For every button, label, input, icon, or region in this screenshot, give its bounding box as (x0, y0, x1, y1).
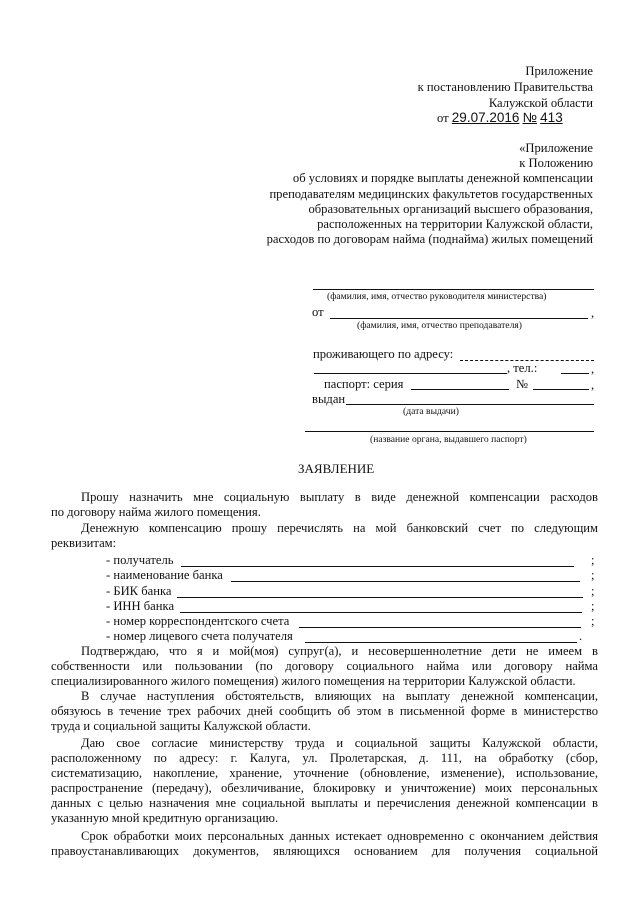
tel-field[interactable] (561, 373, 589, 374)
passport-number-sign: № (516, 377, 529, 391)
bank-field-end-bik: ; (591, 584, 595, 598)
paragraph-5-line-5: данных с целью назначения мне социальной выплаты и перечисления денежной компенсации в (51, 796, 598, 810)
bank-field-label-recipient: - получатель (106, 553, 174, 567)
inn-field[interactable] (180, 612, 582, 613)
header-line-2: к постановлению Правительства (417, 80, 593, 94)
paragraph-2-line-1: Денежную компенсацию прошу перечислять на мой банковский счет по следующим (81, 521, 598, 535)
minister-name-line[interactable] (313, 289, 594, 290)
bank-field-label-inn: - ИНН банка (106, 599, 175, 613)
paragraph-4-line-3: труда и социальной защиты Калужской области. (51, 719, 311, 733)
personal-account-field[interactable] (305, 642, 577, 643)
appendix-line-5: образовательных организаций высшего образования, (308, 202, 593, 216)
paragraph-3 (51, 644, 598, 689)
paragraph-3-line-3: специализированного жилого помещения) жилого помещения на территории Калужской области. (51, 674, 576, 688)
appendix-line-1: «Приложение (519, 141, 593, 155)
bank-field-label-bik: - БИК банка (106, 584, 172, 598)
appendix-line-7: расходов по договорам найма (поднайма) жилых помещений (266, 232, 593, 246)
date-value: 29.07.2016 (451, 110, 520, 125)
paragraph-1-line-1: Прошу назначить мне социальную выплату в виде денежной компенсации расходов (81, 490, 598, 504)
paragraph-5 (51, 736, 598, 826)
number-prefix: № (522, 110, 538, 125)
paragraph-3-line-1: Подтверждаю, что я и мой(моя) супруг(а), и несовершеннолетние дети не имеем в (81, 644, 598, 658)
paragraph-1 (51, 490, 598, 520)
passport-comma: , (591, 378, 595, 392)
paragraph-5-line-4: распространение (передачу), обезличивание, блокировку и уничтожение) моих персональных (51, 781, 598, 795)
paragraph-2 (51, 521, 598, 551)
bank-field-label-corr-account: - номер корреспондентского счета (106, 614, 290, 628)
issuing-organ-caption: (название органа, выдавшего паспорт) (370, 434, 527, 445)
paragraph-6 (51, 829, 598, 859)
paragraph-5-line-3: систематизацию, накопление, хранение, уточнение (обновление, изменение), использование, (51, 766, 598, 780)
passport-number-field[interactable] (533, 389, 589, 390)
minister-name-caption: (фамилия, имя, отчество руководителя министерства) (327, 291, 547, 302)
issuing-organ-line[interactable] (305, 431, 594, 432)
paragraph-2-line-2: реквизитам: (51, 536, 117, 550)
address-label: проживающего по адресу: (313, 347, 454, 361)
paragraph-5-line-1: Даю свое согласие министерству труда и социальной защиты Калужской области, (81, 736, 598, 750)
appendix-line-6: расположенных на территории Калужской области, (317, 217, 593, 231)
number-value: 413 (540, 110, 563, 125)
teacher-name-field[interactable] (330, 318, 588, 319)
bank-field-label-personal-account: - номер лицевого счета получателя (106, 629, 293, 643)
bank-field-end-inn: ; (591, 599, 595, 613)
bank-field-label-bank-name: - наименование банка (106, 568, 223, 582)
paragraph-6-line-1: Срок обработки моих персональных данных истекает одновременно с окончанием действия (81, 829, 598, 843)
paragraph-4-line-2: обязуюсь в течение трех рабочих дней сообщить об этом в письменной форме в министерство (51, 704, 598, 718)
paragraph-5-line-2: расположенному по адресу: г. Калуга, ул. Пролетарская, д. 111, на обработку (сбор, (51, 751, 598, 765)
tel-label: , тел.: (507, 361, 538, 375)
header-date-line (437, 110, 573, 126)
from-label: от (312, 305, 324, 319)
header-line-1: Приложение (525, 64, 593, 78)
corr-account-field[interactable] (299, 627, 581, 628)
bank-field-end-corr-account: ; (591, 614, 595, 628)
paragraph-6-line-2: правоустанавливающих документов, являющихся основанием для получения социальной (51, 844, 598, 858)
address-field-2[interactable] (314, 373, 507, 374)
paragraph-1-line-2: по договору найма жилого помещения. (51, 505, 261, 519)
bik-field[interactable] (177, 597, 583, 598)
header-line-3: Калужской области (488, 96, 593, 110)
appendix-line-4: преподавателям медицинских факультетов государственных (269, 187, 593, 201)
tel-comma: , (591, 362, 595, 376)
issued-label: выдан (312, 392, 346, 406)
bank-field-end-bank-name: ; (591, 568, 595, 582)
paragraph-4 (51, 689, 598, 734)
teacher-name-caption: (фамилия, имя, отчество преподавателя) (357, 320, 522, 331)
paragraph-4-line-1: В случае наступления обстоятельств, влияющих на выплату денежной компенсации, (81, 689, 598, 703)
bank-name-field[interactable] (231, 581, 580, 582)
issue-date-field[interactable] (346, 404, 594, 405)
paragraph-5-line-6: указанную мной кредитную организацию. (51, 811, 279, 825)
from-comma: , (591, 306, 595, 320)
appendix-line-2: к Положению (519, 156, 593, 170)
bank-field-end-recipient: ; (591, 553, 595, 567)
page-title: ЗАЯВЛЕНИЕ (298, 461, 375, 476)
passport-label: паспорт: серия (324, 377, 404, 391)
paragraph-3-line-2: собственности или пользовании (по договору социального найма или договору найма (51, 659, 598, 673)
recipient-field[interactable] (181, 566, 574, 567)
issue-date-caption: (дата выдачи) (403, 406, 459, 417)
date-prefix: от (437, 111, 449, 125)
bank-field-end-personal-account: . (579, 629, 583, 643)
passport-series-field[interactable] (411, 389, 509, 390)
appendix-line-3: об условиях и порядке выплаты денежной компенсации (292, 171, 593, 185)
